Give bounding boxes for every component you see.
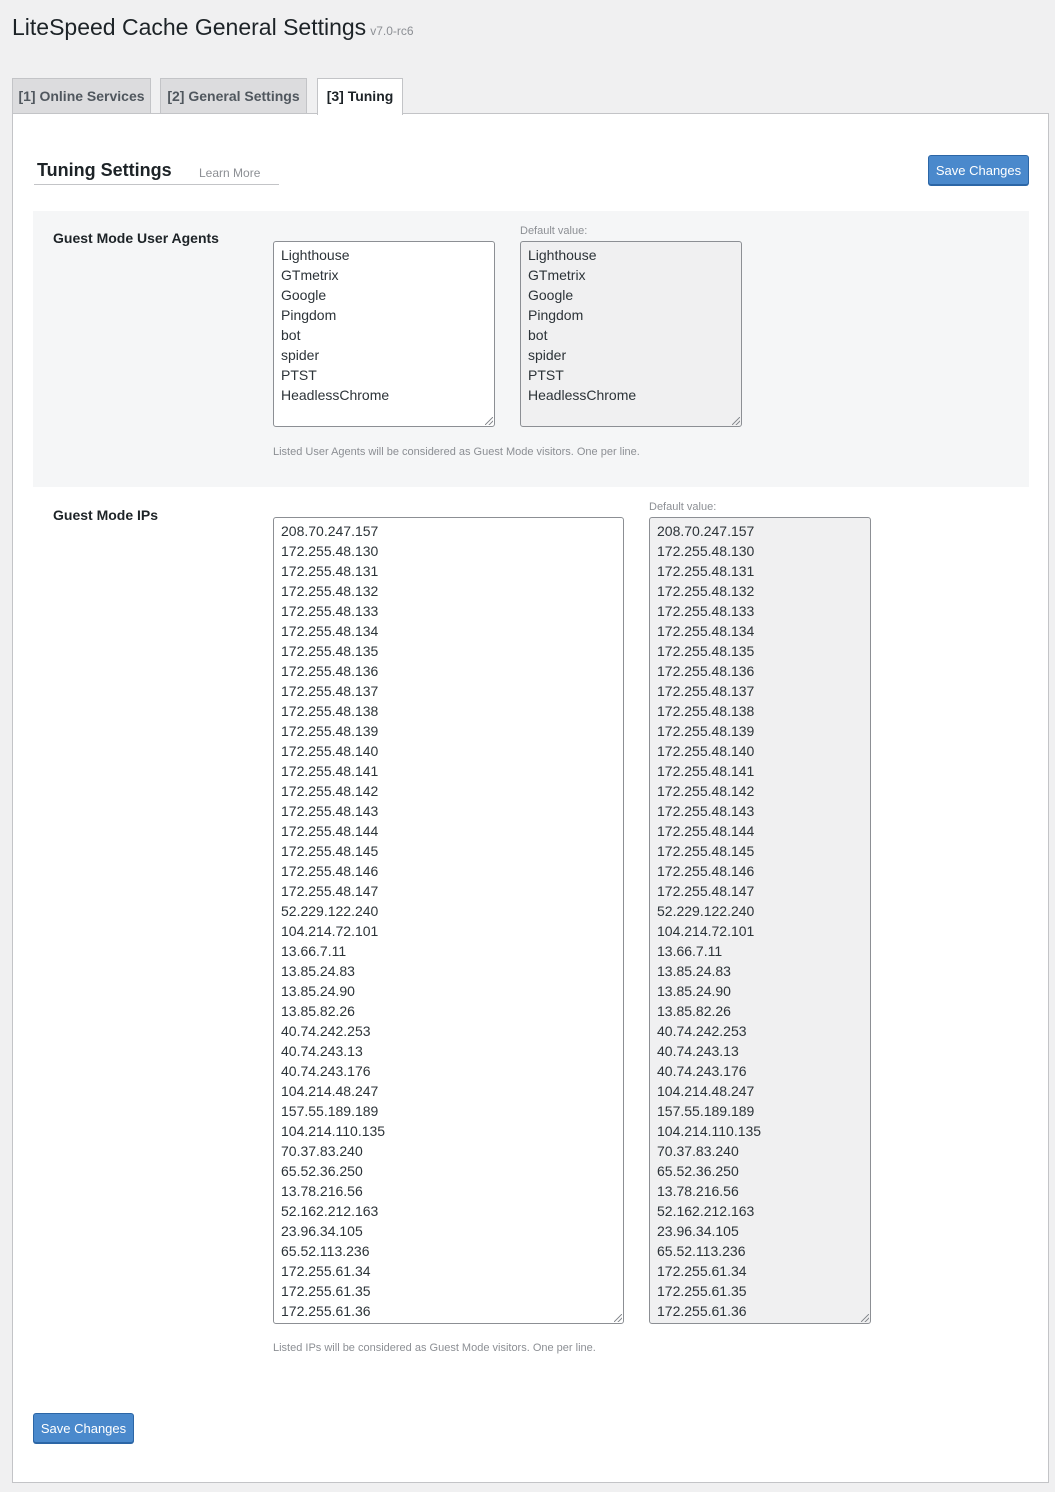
textarea-line: 172.255.48.138: [657, 703, 755, 719]
textarea-line: 13.66.7.11: [657, 943, 723, 959]
guest-mode-ips-description: Listed IPs will be considered as Guest Mode visitors. One per line.: [273, 1342, 596, 1354]
textarea-line: 70.37.83.240: [281, 1143, 363, 1159]
textarea-line: 172.255.48.138: [281, 703, 379, 719]
textarea-line: 208.70.247.157: [657, 523, 755, 539]
resize-handle[interactable]: [861, 1314, 869, 1322]
textarea-line: 208.70.247.157: [281, 523, 379, 539]
textarea-line: 40.74.243.13: [657, 1043, 739, 1059]
tab-general-settings[interactable]: [2] General Settings: [160, 78, 307, 113]
textarea-line: 172.255.61.35: [281, 1283, 371, 1299]
textarea-line: 172.255.48.144: [281, 823, 379, 839]
textarea-line: 23.96.34.105: [281, 1223, 363, 1239]
textarea-line: 172.255.48.147: [281, 883, 379, 899]
textarea-line: 172.255.48.132: [657, 583, 755, 599]
save-changes-button-top[interactable]: Save Changes: [928, 155, 1029, 185]
textarea-line: bot: [281, 327, 301, 343]
textarea-line: Google: [528, 287, 574, 303]
textarea-line: 172.255.48.144: [657, 823, 755, 839]
textarea-line: spider: [281, 347, 320, 363]
textarea-line: HeadlessChrome: [281, 387, 390, 403]
textarea-line: 172.255.48.146: [657, 863, 755, 879]
textarea-line: 172.255.48.142: [281, 783, 379, 799]
tab-tuning[interactable]: [3] Tuning: [317, 78, 403, 115]
textarea-line: 172.255.48.133: [657, 603, 755, 619]
textarea-line: 172.255.48.143: [657, 803, 755, 819]
textarea-line: 172.255.48.132: [281, 583, 379, 599]
textarea-line: 157.55.189.189: [657, 1103, 755, 1119]
textarea-line: 172.255.48.136: [657, 663, 755, 679]
default-value-label: Default value:: [649, 501, 717, 513]
textarea-line: 172.255.48.141: [281, 763, 379, 779]
textarea-line: 172.255.48.131: [281, 563, 379, 579]
textarea-line: 172.255.48.134: [657, 623, 755, 639]
textarea-line: 172.255.48.140: [281, 743, 379, 759]
textarea-line: 172.255.48.141: [657, 763, 755, 779]
textarea-line: 172.255.48.146: [281, 863, 379, 879]
textarea-line: 172.255.48.135: [281, 643, 379, 659]
textarea-line: spider: [528, 347, 567, 363]
textarea-line: 172.255.48.133: [281, 603, 379, 619]
textarea-line: PTST: [528, 367, 564, 383]
learn-more-link[interactable]: Learn More: [199, 166, 261, 180]
textarea-line: HeadlessChrome: [528, 387, 637, 403]
textarea-line: Lighthouse: [528, 247, 597, 263]
textarea-line: 13.85.24.83: [281, 963, 355, 979]
resize-handle[interactable]: [614, 1314, 622, 1322]
textarea-line: 104.214.110.135: [281, 1123, 386, 1139]
textarea-line: 40.74.243.176: [281, 1063, 371, 1079]
textarea-line: 23.96.34.105: [657, 1223, 739, 1239]
textarea-line: 172.255.48.131: [657, 563, 755, 579]
textarea-line: PTST: [281, 367, 317, 383]
textarea-line: 172.255.48.130: [657, 543, 755, 559]
textarea-line: 172.255.48.136: [281, 663, 379, 679]
textarea-line: 104.214.48.247: [657, 1083, 755, 1099]
textarea-line: 104.214.72.101: [281, 923, 379, 939]
textarea-line: Lighthouse: [281, 247, 350, 263]
textarea-line: 13.85.82.26: [657, 1003, 731, 1019]
textarea-line: 52.229.122.240: [657, 903, 755, 919]
textarea-line: 52.229.122.240: [281, 903, 379, 919]
textarea-line: 172.255.61.36: [281, 1303, 371, 1319]
textarea-line: 172.255.61.34: [281, 1263, 371, 1279]
textarea-line: Google: [281, 287, 327, 303]
textarea-line: 13.85.82.26: [281, 1003, 355, 1019]
textarea-line: 70.37.83.240: [657, 1143, 739, 1159]
textarea-line: 65.52.113.236: [281, 1243, 370, 1259]
textarea-line: 172.255.48.139: [657, 723, 755, 739]
section-title: Tuning Settings: [37, 160, 172, 180]
resize-handle[interactable]: [485, 417, 493, 425]
textarea-line: 65.52.113.236: [657, 1243, 746, 1259]
guest-mode-user-agents-default: [520, 241, 742, 427]
textarea-line: 104.214.72.101: [657, 923, 755, 939]
textarea-line: 13.78.216.56: [657, 1183, 739, 1199]
textarea-line: 104.214.48.247: [281, 1083, 379, 1099]
textarea-line: 172.255.61.36: [657, 1303, 747, 1319]
resize-handle[interactable]: [732, 417, 740, 425]
textarea-line: 157.55.189.189: [281, 1103, 379, 1119]
textarea-line: 172.255.61.35: [657, 1283, 747, 1299]
textarea-line: 172.255.48.130: [281, 543, 379, 559]
textarea-line: 13.85.24.90: [657, 983, 731, 999]
textarea-line: 40.74.242.253: [657, 1023, 747, 1039]
textarea-line: 172.255.48.143: [281, 803, 379, 819]
section-header: [34, 158, 279, 185]
textarea-line: Pingdom: [281, 307, 337, 323]
textarea-line: 40.74.242.253: [281, 1023, 371, 1039]
textarea-line: 52.162.212.163: [281, 1203, 379, 1219]
version-badge: v7.0-rc6: [370, 24, 414, 38]
guest-mode-ips-default: [649, 517, 871, 1324]
textarea-line: 13.78.216.56: [281, 1183, 363, 1199]
textarea-line: 40.74.243.176: [657, 1063, 747, 1079]
textarea-line: 65.52.36.250: [281, 1163, 363, 1179]
page-title: [12, 14, 414, 41]
textarea-line: Pingdom: [528, 307, 584, 323]
textarea-line: 13.85.24.90: [281, 983, 355, 999]
guest-mode-user-agents-row: [33, 211, 1029, 487]
guest-mode-user-agents-description: Listed User Agents will be considered as Guest Mode visitors. One per line.: [273, 446, 640, 458]
settings-panel: [12, 113, 1049, 1483]
textarea-line: 172.255.48.139: [281, 723, 379, 739]
page-title-text: LiteSpeed Cache General Settings: [12, 14, 367, 40]
textarea-line: 172.255.61.34: [657, 1263, 747, 1279]
tab-online-services[interactable]: [1] Online Services: [12, 78, 151, 113]
textarea-line: 172.255.48.137: [281, 683, 379, 699]
textarea-line: 40.74.243.13: [281, 1043, 363, 1059]
guest-mode-user-agents-textarea[interactable]: [273, 241, 495, 427]
guest-mode-user-agents-label: Guest Mode User Agents: [53, 230, 219, 246]
textarea-line: 172.255.48.145: [281, 843, 379, 859]
textarea-line: 172.255.48.145: [657, 843, 755, 859]
textarea-line: 104.214.110.135: [657, 1123, 762, 1139]
textarea-line: 172.255.48.147: [657, 883, 755, 899]
default-value-label: Default value:: [520, 225, 588, 237]
textarea-line: bot: [528, 327, 548, 343]
textarea-line: 172.255.48.142: [657, 783, 755, 799]
textarea-line: 172.255.48.134: [281, 623, 379, 639]
textarea-line: 65.52.36.250: [657, 1163, 739, 1179]
textarea-line: GTmetrix: [528, 267, 586, 283]
textarea-line: 52.162.212.163: [657, 1203, 755, 1219]
textarea-line: 172.255.48.135: [657, 643, 755, 659]
guest-mode-ips-label: Guest Mode IPs: [53, 507, 159, 523]
textarea-line: 172.255.48.137: [657, 683, 755, 699]
textarea-line: 13.66.7.11: [281, 943, 347, 959]
guest-mode-ips-textarea[interactable]: [273, 517, 624, 1324]
textarea-line: 172.255.48.140: [657, 743, 755, 759]
textarea-line: GTmetrix: [281, 267, 339, 283]
save-changes-button-bottom[interactable]: Save Changes: [33, 1413, 134, 1443]
textarea-line: 13.85.24.83: [657, 963, 731, 979]
